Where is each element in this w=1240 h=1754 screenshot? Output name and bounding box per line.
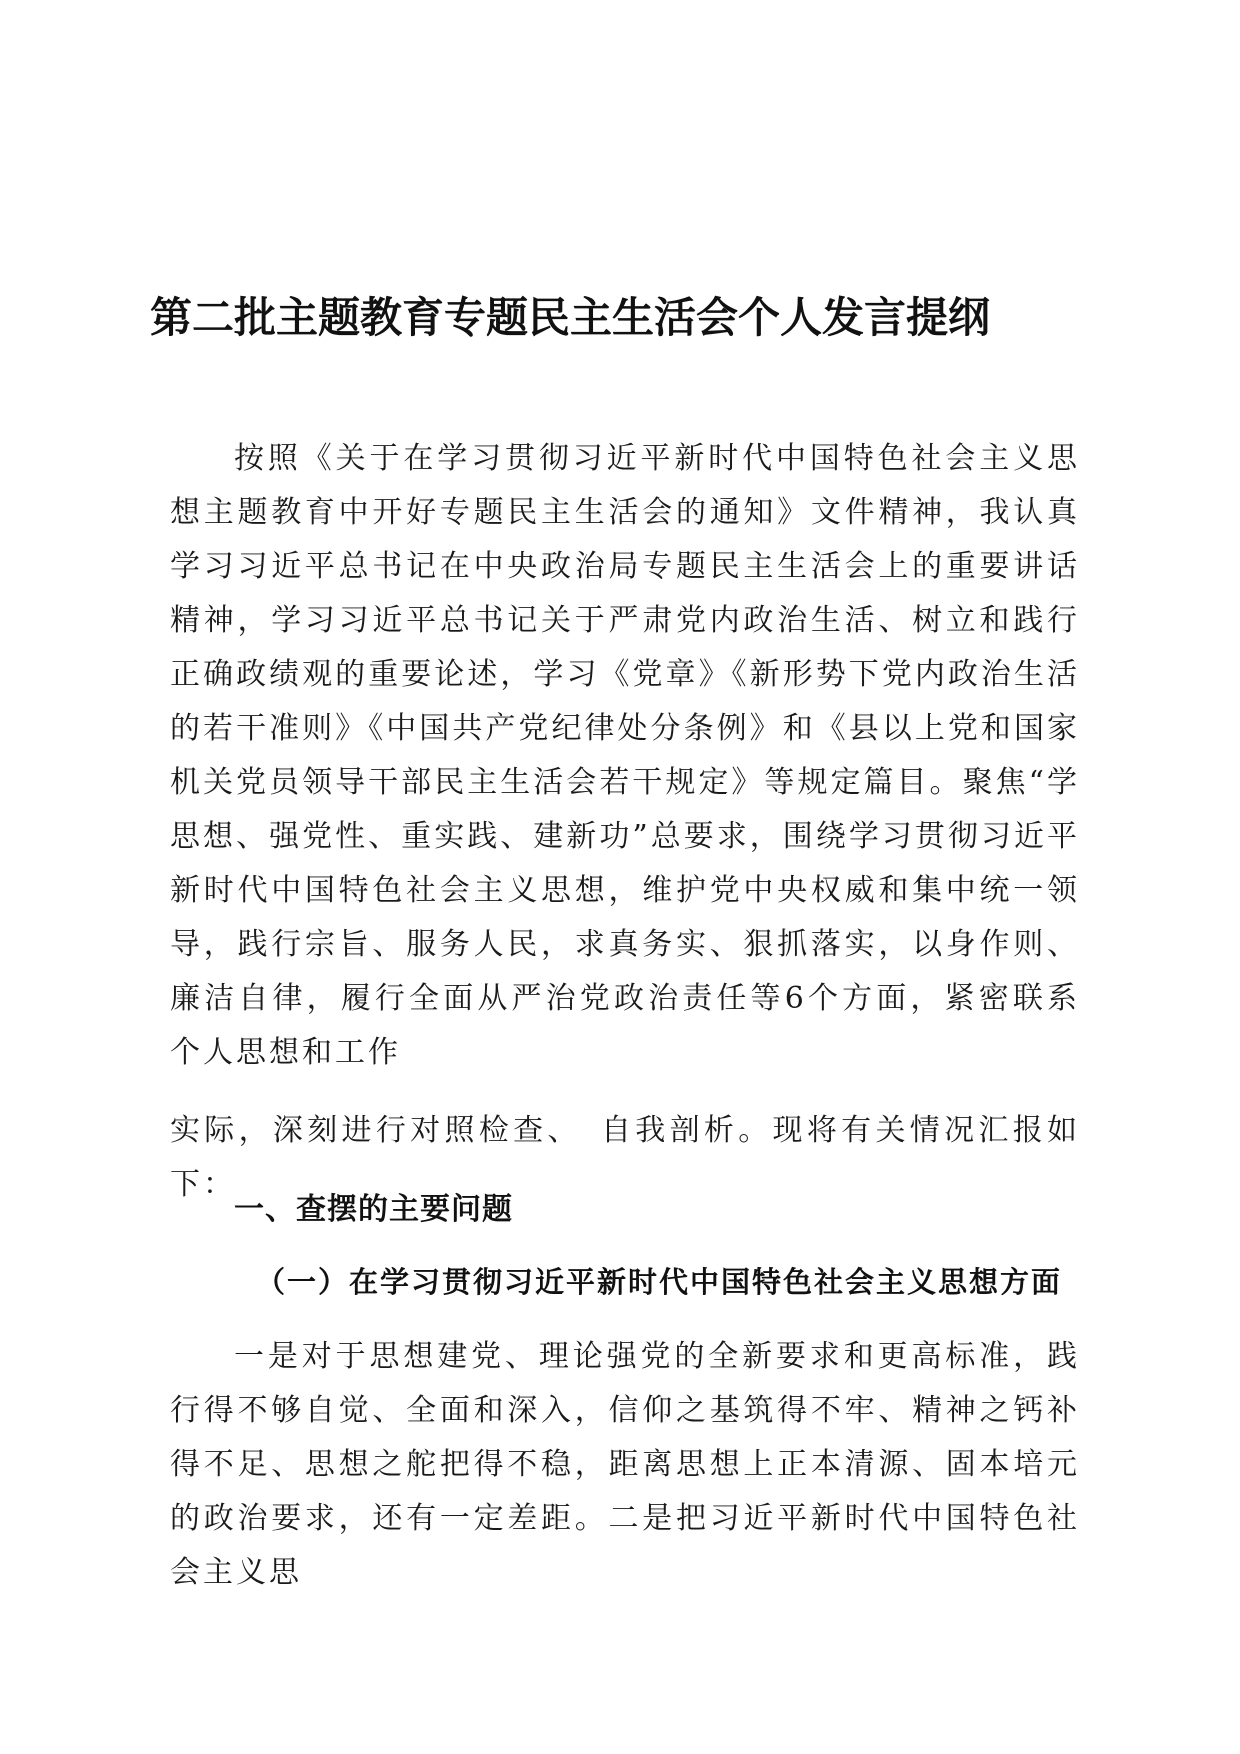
- section-heading: 一、查摆的主要问题: [234, 1192, 513, 1227]
- subsection-heading: （一）在学习贯彻习近平新时代中国特色社会主义思想方面: [256, 1265, 1063, 1299]
- intro-paragraph: 按照《关于在学习贯彻习近平新时代中国特色社会主义思想主题教育中开好专题民主生活会的通知》文件精神，我认真学习习近平总书记在中央政治局专题民主生活会上的重要讲话精神，学习习近平总书记关于严肃党内政治生活、树立和践行正确政绩观的重要论述，学习《党章》《新形势下党内政治生活的若干准则》《中国共产党纪律处分条例》和《县以上党和国家机关党员领导干部民主生活会若干规定》等规定篇目。聚焦“学思想、强党性、重实践、建新功”总要求，围绕学习贯彻习近平新时代中国特色社会主义思想，维护党中央权威和集中统一领导，践行宗旨、服务人民，求真务实、狠抓落实，以身作则、廉洁自律，履行全面从严治党政治责任等6个方面，紧密联系个人思想和工作: [170, 441, 1080, 1070]
- continuation-paragraph: 实际，深刻进行对照检查、 自我剖析。现将有关情况汇报如下：: [170, 1113, 1080, 1202]
- body-paragraph: 一是对于思想建党、理论强党的全新要求和更高标准，践行得不够自觉、全面和深入，信仰之基筑得不牢、精神之钙补得不足、思想之舵把得不稳，距离思想上正本清源、固本培元的政治要求，还有一定差距。二是把习近平新时代中国特色社会主义思: [170, 1339, 1080, 1590]
- document-title: 第二批主题教育专题民主生活会个人发言提纲: [150, 293, 991, 342]
